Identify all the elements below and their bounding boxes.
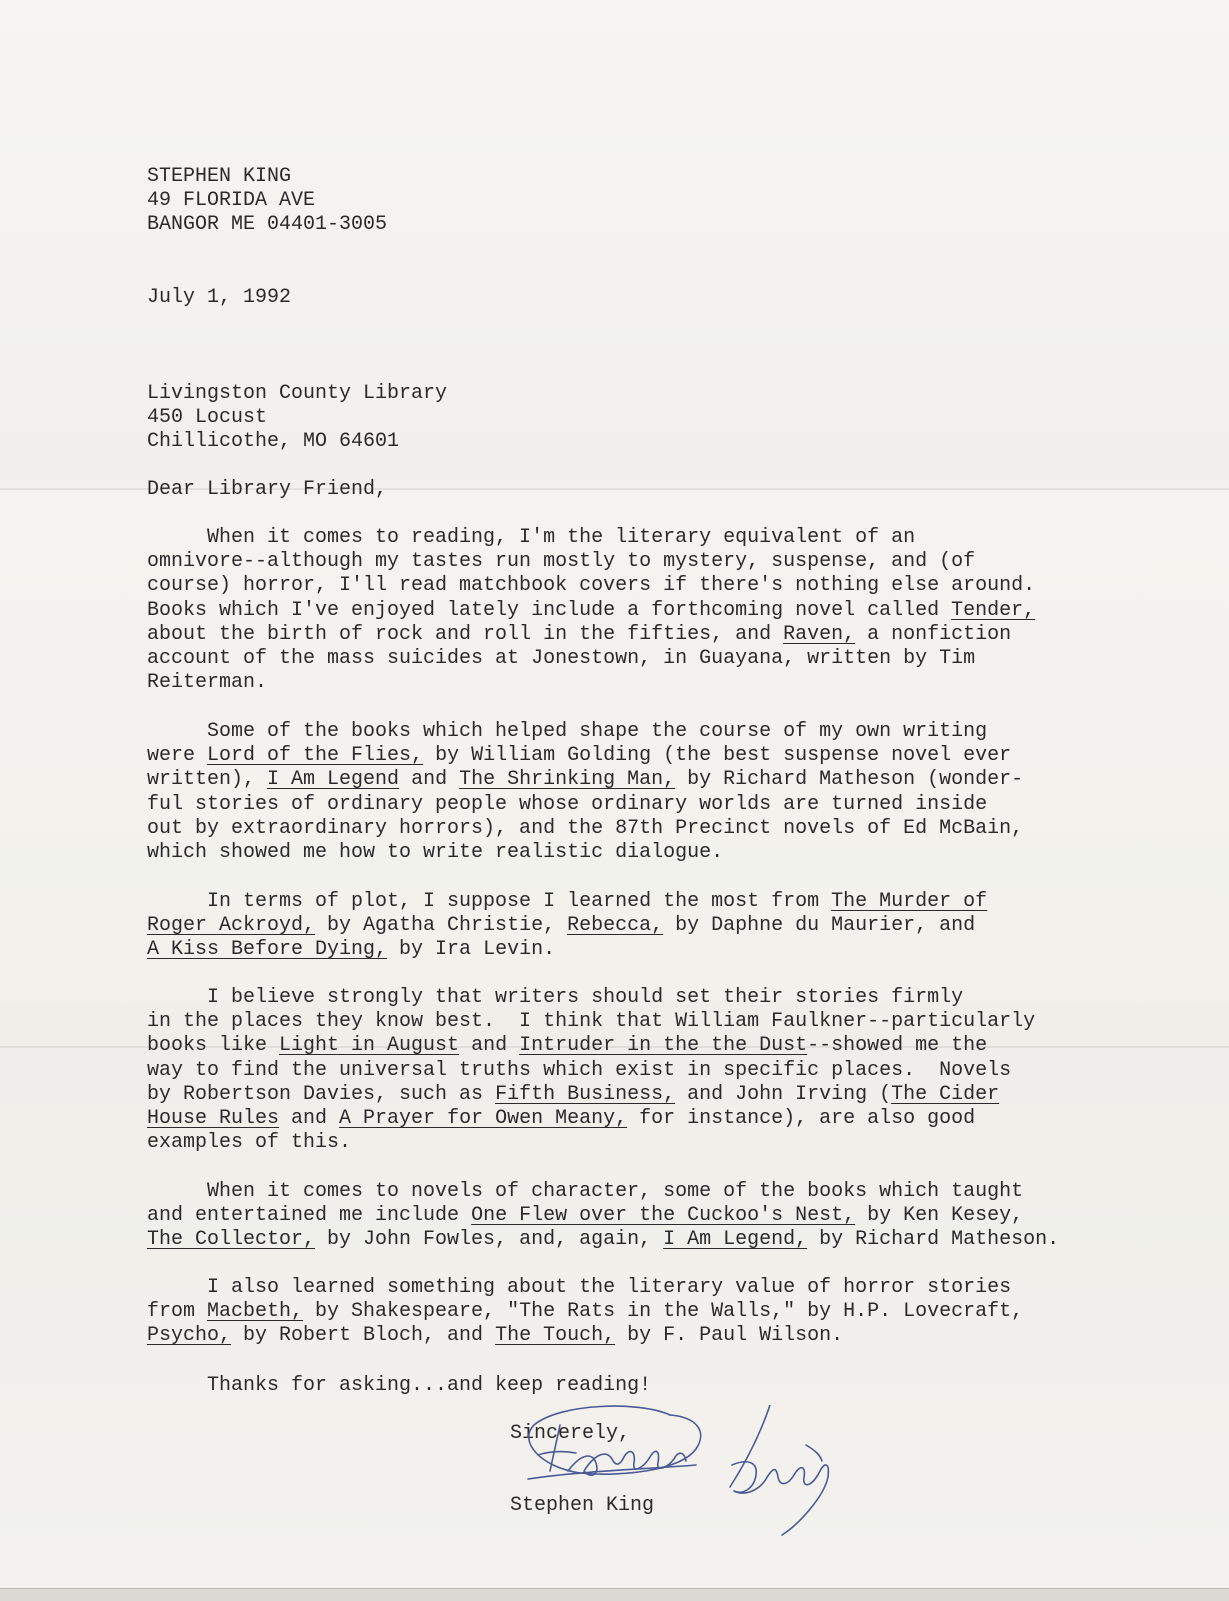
text-segment: by John Fowles, and, again, <box>315 1228 664 1252</box>
text-line <box>147 1228 1059 1252</box>
text-line <box>147 1107 1035 1131</box>
recipient-address <box>147 382 447 455</box>
text-segment: by Shakespeare, "The Rats in the Walls," by H.P. Lovecraft, <box>303 1300 1024 1324</box>
text-segment: by Ken Kesey, <box>855 1204 1024 1228</box>
text-line <box>147 1034 1035 1058</box>
text-segment: a nonfiction <box>855 622 1012 646</box>
text-line <box>147 1180 1059 1204</box>
text-segment: by Robertson Davies, such as <box>147 1082 496 1106</box>
text-line <box>147 1204 1059 1228</box>
body-paragraph <box>147 1180 1059 1253</box>
underlined-title: The Cider <box>891 1082 1000 1106</box>
text-line <box>147 817 1023 841</box>
underlined-title: The Shrinking Man, <box>459 768 676 792</box>
text-segment: and <box>279 1107 340 1131</box>
text-line <box>147 1010 1035 1034</box>
text-segment: written), <box>147 768 268 792</box>
text-line <box>147 526 1035 550</box>
underlined-title: The Collector, <box>147 1228 316 1252</box>
text-line <box>147 986 1035 1010</box>
text-segment: When it comes to novels of character, some of the books which taught <box>147 1180 1024 1203</box>
text-line <box>147 623 1035 647</box>
text-segment: by Richard Matheson (wonder- <box>675 768 1024 792</box>
underlined-title: House Rules <box>147 1107 280 1131</box>
text-line <box>147 720 1023 744</box>
underlined-title: A Prayer for Owen Meany, <box>339 1107 628 1131</box>
text-segment: omnivore--although my tastes run mostly to mystery, suspense, and (of <box>147 550 976 574</box>
handwritten-signature <box>520 1405 850 1545</box>
text-segment: Reiterman. <box>147 671 268 695</box>
underlined-title: Roger Ackroyd, <box>147 914 316 938</box>
text-line <box>147 1300 1023 1324</box>
underlined-title: Lord of the Flies, <box>207 744 424 768</box>
text-line <box>147 599 1035 623</box>
text-segment: by Daphne du Maurier, and <box>663 914 976 938</box>
text-segment: I also learned something about the literary value of horror stories <box>147 1276 1012 1299</box>
recipient-street: 450 Locust <box>147 406 268 430</box>
text-line <box>147 1374 651 1398</box>
text-line <box>147 1083 1035 1107</box>
sender-city: BANGOR ME 04401-3005 <box>147 213 388 237</box>
text-segment: by William Golding (the best suspense novel ever <box>423 744 1012 768</box>
underlined-title: Rebecca, <box>567 914 664 938</box>
text-line <box>147 768 1023 792</box>
underlined-title: Raven, <box>783 622 856 646</box>
text-segment: examples of this. <box>147 1131 352 1155</box>
sender-street: 49 FLORIDA AVE <box>147 189 316 213</box>
text-line <box>147 914 987 938</box>
underlined-title: Macbeth, <box>207 1300 304 1324</box>
text-line <box>147 574 1035 598</box>
text-segment: out by extraordinary horrors), and the 87th Precinct novels of Ed McBain, <box>147 816 1024 840</box>
text-line <box>147 841 1023 865</box>
text-segment: which showed me how to write realistic dialogue. <box>147 841 724 865</box>
body-paragraph <box>147 890 987 963</box>
recipient-name: Livingston County Library <box>147 382 448 405</box>
text-segment: by Robert Bloch, and <box>231 1324 496 1348</box>
text-segment: about the birth of rock and roll in the fifties, and <box>147 622 784 646</box>
text-segment: by Richard Matheson. <box>807 1228 1060 1252</box>
text-segment: and <box>459 1034 520 1058</box>
text-segment: by Ira Levin. <box>387 938 556 962</box>
text-segment: --showed me the <box>807 1034 988 1058</box>
body-paragraph <box>147 1374 651 1398</box>
sender-name: STEPHEN KING <box>147 165 292 188</box>
underlined-title: Light in August <box>279 1034 460 1058</box>
underlined-title: Psycho, <box>147 1324 232 1348</box>
text-line <box>147 1324 1023 1348</box>
text-segment: Thanks for asking...and keep reading! <box>147 1374 652 1397</box>
text-line <box>147 1059 1035 1083</box>
text-segment: by F. Paul Wilson. <box>615 1324 844 1348</box>
text-segment: way to find the universal truths which exist in specific places. Novels <box>147 1058 1012 1082</box>
letter-date: July 1, 1992 <box>147 286 292 309</box>
text-segment: Books which I've enjoyed lately include a forthcoming novel called <box>147 598 952 622</box>
underlined-title: Fifth Business, <box>495 1082 676 1106</box>
text-line <box>147 550 1035 574</box>
underlined-title: I Am Legend, <box>663 1228 808 1252</box>
body-paragraph <box>147 1276 1023 1349</box>
salutation: Dear Library Friend, <box>147 478 388 501</box>
text-line <box>147 1276 1023 1300</box>
body-paragraph <box>147 720 1023 865</box>
underlined-title: A Kiss Before Dying, <box>147 938 388 962</box>
text-segment: from <box>147 1300 208 1324</box>
text-line <box>147 938 987 962</box>
text-segment: course) horror, I'll read matchbook covers if there's nothing else around. <box>147 574 1036 598</box>
underlined-title: Intruder in the the Dust <box>519 1034 808 1058</box>
text-segment: and entertained me include <box>147 1204 472 1228</box>
text-segment: When it comes to reading, I'm the literary equivalent of an <box>147 526 916 549</box>
text-line <box>147 744 1023 768</box>
text-segment: Some of the books which helped shape the course of my own writing <box>147 720 988 743</box>
text-segment: account of the mass suicides at Jonestown, in Guayana, written by Tim <box>147 647 976 671</box>
text-segment: in the places they know best. I think that William Faulkner--particularly <box>147 1010 1036 1034</box>
signer-name: Stephen King <box>510 1494 655 1517</box>
text-line <box>147 671 1035 695</box>
body-paragraph <box>147 986 1035 1155</box>
text-line <box>147 890 987 914</box>
sender-address <box>147 165 387 238</box>
text-segment: books like <box>147 1034 280 1058</box>
recipient-city: Chillicothe, MO 64601 <box>147 430 400 454</box>
text-line <box>147 793 1023 817</box>
underlined-title: Tender, <box>951 598 1036 622</box>
text-segment: by Agatha Christie, <box>315 914 568 938</box>
body-paragraph <box>147 526 1035 695</box>
text-line <box>147 647 1035 671</box>
text-segment: In terms of plot, I suppose I learned the most from <box>147 890 832 913</box>
text-segment: ful stories of ordinary people whose ordinary worlds are turned inside <box>147 792 988 816</box>
text-segment: I believe strongly that writers should set their stories firmly <box>147 986 964 1009</box>
text-segment: and John Irving ( <box>675 1082 892 1106</box>
underlined-title: I Am Legend <box>267 768 400 792</box>
underlined-title: The Touch, <box>495 1324 616 1348</box>
closing: Sincerely, <box>510 1422 631 1445</box>
underlined-title: One Flew over the Cuckoo's Nest, <box>471 1204 856 1228</box>
text-line <box>147 1131 1035 1155</box>
text-segment: for instance), are also good <box>627 1107 976 1131</box>
underlined-title: The Murder of <box>831 890 988 913</box>
paper-edge <box>0 1588 1229 1601</box>
text-segment: and <box>399 768 460 792</box>
text-segment: were <box>147 744 208 768</box>
